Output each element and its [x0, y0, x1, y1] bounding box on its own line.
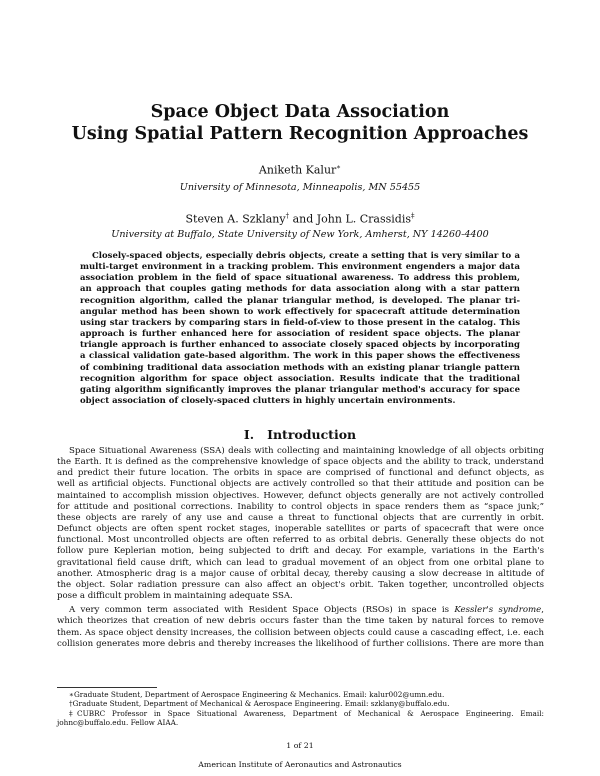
body-line: the object. Solar radiation pressure can also affect an object's orbit. Taken together, uncontrolled objects — [57, 579, 544, 590]
body-line: well as artificial objects. Functional objects are actively controlled so that their attitude and position can be — [57, 479, 544, 490]
body-line: these objects are rarely of any use and cause a threat to functional objects that are currently in orbit. — [57, 512, 544, 523]
body-text-run: , — [541, 605, 544, 616]
abstract-line: using star trackers by comparing stars in field-of-view to those present in the catalog. This — [80, 317, 520, 328]
affiliation-2: University at Buffalo, State University of New York, Amherst, NY 14260-4400 — [111, 229, 489, 240]
abstract-line: approach is further enhanced here for association of resident space objects. The planar — [80, 329, 520, 340]
body-text — [57, 446, 544, 650]
author-mark: ∗ — [336, 163, 342, 171]
body-line: them. As space object density increases, the collision between objects could cause a cascading effect, i.e. each — [57, 627, 544, 638]
affiliation-1: University of Minnesota, Minneapolis, MN 55455 — [179, 182, 421, 193]
abstract-line: Closely-spaced objects, especially debris objects, create a setting that is very similar to a — [92, 251, 520, 261]
abstract-line: of combining traditional data association methods with an existing planar triangle pattern — [80, 362, 520, 373]
author-mark: † — [285, 212, 290, 220]
author-conjunction: and — [289, 212, 317, 226]
body-line: which theorizes that creation of new debris occurs faster than the time taken by natural forces to remove — [57, 616, 544, 627]
author-mark: ‡ — [411, 212, 415, 220]
body-line: and predict their future location. The orbits in space are comprised of functional and defunct objects, as — [57, 468, 544, 479]
page-number: 1 of 21 — [286, 741, 314, 750]
section-title: Introduction — [267, 427, 357, 442]
body-line: follow pure Keplerian motion, being subjected to drift and decay. For example, variations in the Earth's — [57, 546, 544, 557]
body-line — [57, 605, 544, 616]
abstract — [80, 251, 520, 407]
author-name: Steven A. Szklany — [185, 212, 286, 226]
abstract-line: recognition algorithm, called the planar triangular method, is developed. The planar tri- — [80, 295, 520, 306]
abstract-line: angular method has been shown to work effectively for spacecraft attitude determination — [80, 306, 520, 317]
abstract-line: multi-target environment in a tracking problem. This environment engenders a major data — [80, 262, 520, 273]
footnotes — [57, 690, 544, 727]
body-line: gravitational field cause drift, which can lead to gradual movement of an object from one orbital plane to — [57, 557, 544, 568]
abstract-line: triangle approach is further enhanced to associate closely spaced objects by incorporating — [80, 340, 520, 351]
body-line: maintained to accomplish mission objectives. However, defunct objects generally are not actively controlled — [57, 490, 544, 501]
paper-title — [60, 101, 540, 145]
footnote-1: ∗Graduate Student, Department of Aerospace Engineering & Mechanics. Email: kalur002@umn.edu. — [69, 690, 445, 699]
abstract-line: association problem in the field of space situational awareness. To address this problem, — [80, 273, 520, 284]
page-footer: American Institute of Aeronautics and Astronautics — [198, 760, 402, 769]
body-line: pose a difficult problem in maintaining adequate SSA. — [57, 591, 293, 602]
abstract-line: a classical validation gate-based algorithm. The work in this paper shows the effectiveness — [80, 351, 520, 362]
author-name: Aniketh Kalur — [258, 163, 337, 177]
abstract-line: gating algorithm significantly improves the planar triangular method's accuracy for space — [80, 384, 520, 395]
body-line: Space Situational Awareness (SSA) deals with collecting and maintaining knowledge of all objects orbiting — [69, 446, 544, 456]
abstract-line: an approach that couples gating methods for data association along with a star pattern — [80, 284, 520, 295]
author-line-2 — [60, 210, 540, 226]
body-text-run: A very common term associated with Resident Space Objects (RSOs) in space is — [69, 605, 455, 616]
body-line: the Earth. It is defined as the comprehensive knowledge of space objects and the ability to track, understand — [57, 457, 544, 468]
author-name: John L. Crassidis — [316, 212, 412, 226]
footnote-rule — [57, 687, 157, 688]
title-line-1: Space Object Data Association — [150, 102, 450, 122]
abstract-line: recognition algorithm for space object association. Results indicate that the traditional — [80, 373, 520, 384]
body-line: another. Atmospheric drag is a major cause of orbital decay, thereby causing a slow decrease in altitude of — [57, 568, 544, 579]
body-line: collision generates more debris and thereby increases the likelihood of further collisions. There are more than — [57, 638, 544, 649]
footnote-3-cont: johnc@buffalo.edu. Fellow AIAA. — [57, 717, 179, 727]
footnote-3: ‡CUBRC Professor in Space Situational Awareness, Department of Mechanical & Aerospace Engineering. Email: — [69, 708, 544, 718]
section-number: I. — [243, 427, 255, 442]
section-heading — [60, 427, 540, 442]
body-line: functional. Most uncontrolled objects are often referred to as orbital debris. Generally these objects do not — [57, 535, 544, 546]
body-line: for attitude and positional corrections. Inability to control objects in space renders them as “space junk;” — [57, 501, 544, 512]
abstract-line: object association of closely-spaced clutters in highly uncertain environments. — [80, 396, 456, 407]
kessler-term: Kessler's syndrome — [454, 605, 542, 616]
body-line: Defunct objects are often spent rocket stages, inoperable satellites or parts of spacecraft that were once — [57, 524, 544, 535]
title-line-2: Using Spatial Pattern Recognition Approaches — [71, 124, 529, 144]
footnote-2: †Graduate Student, Department of Mechanical & Aerospace Engineering. Email: szklany@buffalo.edu. — [69, 699, 450, 709]
author-line-1 — [60, 161, 540, 177]
